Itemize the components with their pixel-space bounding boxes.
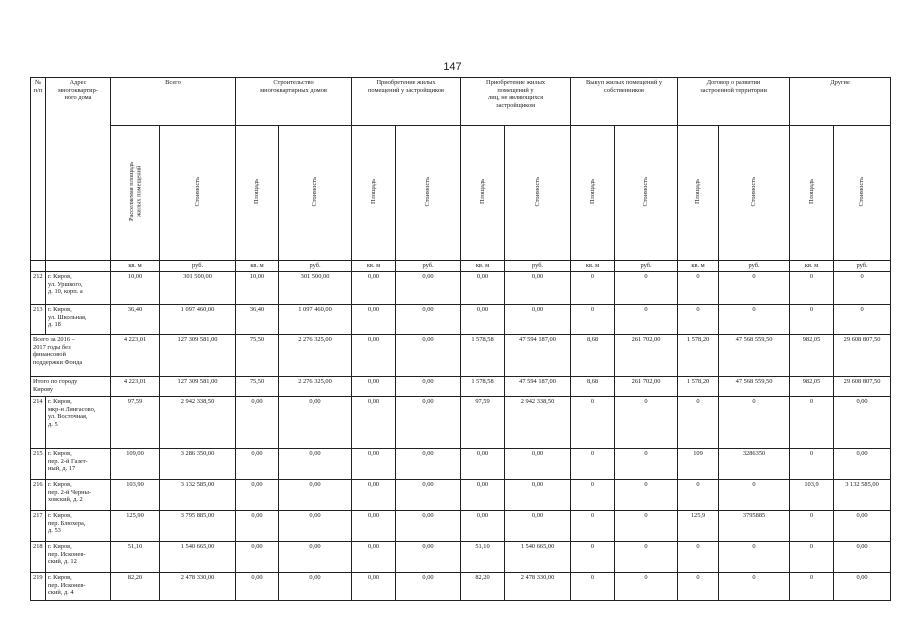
value-cell: 0,00 bbox=[352, 542, 396, 573]
value-cell: 47 568 559,50 bbox=[719, 335, 790, 377]
table-row bbox=[31, 272, 891, 305]
group-header-row bbox=[31, 78, 891, 126]
subheader-cell: Площадь bbox=[352, 126, 396, 261]
value-cell: 3 132 585,00 bbox=[160, 480, 236, 511]
row-address: г. Киров, пер. 2-й Черны- ховский, д. 2 bbox=[46, 480, 111, 511]
value-cell: 0,00 bbox=[834, 573, 891, 601]
value-cell: 103,90 bbox=[111, 480, 160, 511]
value-cell: 36,40 bbox=[111, 305, 160, 335]
value-cell: 0 bbox=[719, 480, 790, 511]
value-cell: 51,10 bbox=[461, 542, 505, 573]
value-cell: 109 bbox=[678, 449, 719, 480]
value-cell: 4 223,01 bbox=[111, 335, 160, 377]
value-cell: 0 bbox=[678, 397, 719, 449]
value-cell: 0,00 bbox=[352, 272, 396, 305]
value-cell: 0 bbox=[834, 272, 891, 305]
subheader-cell: Стоимость bbox=[160, 126, 236, 261]
value-cell: 982,05 bbox=[790, 377, 834, 397]
value-cell: 0,00 bbox=[834, 397, 891, 449]
value-cell: 0 bbox=[615, 272, 678, 305]
header-no: № п/п bbox=[31, 78, 46, 261]
value-cell: 0,00 bbox=[834, 542, 891, 573]
value-cell: 0 bbox=[790, 511, 834, 542]
value-cell: 0,00 bbox=[834, 511, 891, 542]
value-cell: 0,00 bbox=[396, 449, 461, 480]
unit-cell bbox=[46, 261, 111, 272]
row-address: Всего за 2016 – 2017 годы без финансовой поддержки Фонда bbox=[31, 335, 111, 377]
value-cell: 0 bbox=[571, 397, 615, 449]
summary-row bbox=[31, 335, 891, 377]
table-row bbox=[31, 480, 891, 511]
value-cell: 0,00 bbox=[396, 511, 461, 542]
value-cell: 301 500,00 bbox=[279, 272, 352, 305]
group-buyout-owners: Выкуп жилых помещений у собственников bbox=[571, 78, 678, 126]
value-cell: 1 097 460,00 bbox=[160, 305, 236, 335]
value-cell: 0,00 bbox=[236, 449, 279, 480]
group-other: Другие bbox=[790, 78, 891, 126]
value-cell: 51,10 bbox=[111, 542, 160, 573]
value-cell: 10,00 bbox=[236, 272, 279, 305]
value-cell: 2 478 330,00 bbox=[160, 573, 236, 601]
value-cell: 82,20 bbox=[461, 573, 505, 601]
row-number: 214 bbox=[31, 397, 46, 449]
value-cell: 261 702,00 bbox=[615, 377, 678, 397]
subheader-cell: Площадь bbox=[571, 126, 615, 261]
value-cell: 0 bbox=[615, 542, 678, 573]
subheader-cell: Стоимость bbox=[396, 126, 461, 261]
value-cell: 8,68 bbox=[571, 377, 615, 397]
value-cell: 0,00 bbox=[396, 377, 461, 397]
table-row bbox=[31, 449, 891, 480]
value-cell: 0 bbox=[834, 305, 891, 335]
value-cell: 82,20 bbox=[111, 573, 160, 601]
value-cell: 127 309 581,00 bbox=[160, 377, 236, 397]
value-cell: 0 bbox=[790, 305, 834, 335]
value-cell: 301 500,00 bbox=[160, 272, 236, 305]
value-cell: 0,00 bbox=[396, 573, 461, 601]
value-cell: 1 578,20 bbox=[678, 335, 719, 377]
value-cell: 0,00 bbox=[236, 573, 279, 601]
unit-cell bbox=[31, 261, 46, 272]
value-cell: 2 478 330,00 bbox=[505, 573, 571, 601]
row-number: 219 bbox=[31, 573, 46, 601]
table-row bbox=[31, 305, 891, 335]
value-cell: 125,9 bbox=[678, 511, 719, 542]
value-cell: 0 bbox=[678, 272, 719, 305]
value-cell: 261 702,00 bbox=[615, 335, 678, 377]
row-address: г. Киров, мкр-н Лянгасово, ул. Восточная, д. 5 bbox=[46, 397, 111, 449]
value-cell: 0,00 bbox=[505, 511, 571, 542]
unit-cell: руб. bbox=[834, 261, 891, 272]
value-cell: 2 276 325,00 bbox=[279, 335, 352, 377]
row-number: 218 bbox=[31, 542, 46, 573]
value-cell: 0 bbox=[719, 397, 790, 449]
subheader-cell: Площадь bbox=[678, 126, 719, 261]
value-cell: 1 540 665,00 bbox=[505, 542, 571, 573]
value-cell: 0,00 bbox=[505, 272, 571, 305]
subheader-cell: Площадь bbox=[236, 126, 279, 261]
value-cell: 0 bbox=[615, 397, 678, 449]
header-address: Адрес многоквартир- ного дома bbox=[46, 78, 111, 261]
row-number: 215 bbox=[31, 449, 46, 480]
unit-cell: кв. м bbox=[236, 261, 279, 272]
group-construction: Строительство многоквартирных домов bbox=[236, 78, 352, 126]
value-cell: 97,59 bbox=[111, 397, 160, 449]
subheader-cell: Стоимость bbox=[279, 126, 352, 261]
row-number: 212 bbox=[31, 272, 46, 305]
value-cell: 0 bbox=[790, 272, 834, 305]
subheader-cell: Расселяемая площадь жилых помещений bbox=[111, 126, 160, 261]
value-cell: 0 bbox=[678, 573, 719, 601]
subheader-cell: Площадь bbox=[461, 126, 505, 261]
value-cell: 4 223,01 bbox=[111, 377, 160, 397]
unit-cell: кв. м bbox=[111, 261, 160, 272]
value-cell: 0 bbox=[790, 397, 834, 449]
value-cell: 1 578,20 bbox=[678, 377, 719, 397]
value-cell: 0,00 bbox=[352, 449, 396, 480]
value-cell: 0,00 bbox=[396, 397, 461, 449]
value-cell: 0,00 bbox=[461, 511, 505, 542]
row-address: г. Киров, ул. Уршкого, д. 10, корп. а bbox=[46, 272, 111, 305]
unit-cell: кв. м bbox=[678, 261, 719, 272]
value-cell: 2 942 338,50 bbox=[505, 397, 571, 449]
table-body bbox=[31, 272, 891, 601]
row-address: г. Киров, пер. 2-й Газет- ный, д. 17 bbox=[46, 449, 111, 480]
value-cell: 0 bbox=[615, 480, 678, 511]
value-cell: 10,00 bbox=[111, 272, 160, 305]
value-cell: 0,00 bbox=[352, 377, 396, 397]
row-number: 217 bbox=[31, 511, 46, 542]
value-cell: 0,00 bbox=[396, 272, 461, 305]
value-cell: 29 608 807,50 bbox=[834, 377, 891, 397]
value-cell: 0 bbox=[571, 272, 615, 305]
unit-cell: руб. bbox=[160, 261, 236, 272]
unit-cell: кв. м bbox=[461, 261, 505, 272]
subheader-cell: Стоимость bbox=[719, 126, 790, 261]
value-cell: 0,00 bbox=[505, 480, 571, 511]
value-cell: 0 bbox=[571, 511, 615, 542]
group-purchase-developers: Приобретение жилых помещений у застройщиков bbox=[352, 78, 461, 126]
value-cell: 0,00 bbox=[461, 480, 505, 511]
value-cell: 0 bbox=[678, 542, 719, 573]
unit-cell: руб. bbox=[719, 261, 790, 272]
value-cell: 8,68 bbox=[571, 335, 615, 377]
value-cell: 0,00 bbox=[396, 480, 461, 511]
row-address: г. Киров, пер. Блюхера, д. 53 bbox=[46, 511, 111, 542]
value-cell: 0,00 bbox=[279, 397, 352, 449]
value-cell: 0,00 bbox=[461, 272, 505, 305]
unit-cell: руб. bbox=[615, 261, 678, 272]
value-cell: 3795885 bbox=[719, 511, 790, 542]
unit-cell: руб. bbox=[279, 261, 352, 272]
value-cell: 0,00 bbox=[396, 335, 461, 377]
value-cell: 0,00 bbox=[279, 573, 352, 601]
value-cell: 47 568 559,50 bbox=[719, 377, 790, 397]
subheader-cell: Стоимость bbox=[834, 126, 891, 261]
value-cell: 0 bbox=[615, 305, 678, 335]
value-cell: 0,00 bbox=[461, 305, 505, 335]
value-cell: 0,00 bbox=[279, 511, 352, 542]
value-cell: 0,00 bbox=[236, 397, 279, 449]
value-cell: 1 097 460,00 bbox=[279, 305, 352, 335]
value-cell: 103,9 bbox=[790, 480, 834, 511]
value-cell: 1 578,58 bbox=[461, 377, 505, 397]
group-total: Всего bbox=[111, 78, 236, 126]
value-cell: 0,00 bbox=[834, 449, 891, 480]
value-cell: 0 bbox=[719, 542, 790, 573]
value-cell: 0,00 bbox=[352, 480, 396, 511]
value-cell: 982,05 bbox=[790, 335, 834, 377]
value-cell: 0,00 bbox=[461, 449, 505, 480]
value-cell: 3 286 350,00 bbox=[160, 449, 236, 480]
value-cell: 125,90 bbox=[111, 511, 160, 542]
subheader-cell: Площадь bbox=[790, 126, 834, 261]
value-cell: 0,00 bbox=[396, 305, 461, 335]
value-cell: 109,00 bbox=[111, 449, 160, 480]
unit-cell: руб. bbox=[396, 261, 461, 272]
value-cell: 0,00 bbox=[352, 305, 396, 335]
value-cell: 0 bbox=[571, 542, 615, 573]
value-cell: 0,00 bbox=[505, 305, 571, 335]
value-cell: 75,50 bbox=[236, 335, 279, 377]
value-cell: 0 bbox=[790, 573, 834, 601]
value-cell: 0,00 bbox=[279, 480, 352, 511]
subheader-row bbox=[31, 126, 891, 261]
value-cell: 0 bbox=[678, 480, 719, 511]
value-cell: 0,00 bbox=[505, 449, 571, 480]
value-cell: 47 594 187,00 bbox=[505, 335, 571, 377]
value-cell: 2 942 338,50 bbox=[160, 397, 236, 449]
value-cell: 0 bbox=[571, 573, 615, 601]
row-address: Итого по городу Кирову bbox=[31, 377, 111, 397]
value-cell: 0 bbox=[678, 305, 719, 335]
row-number: 213 bbox=[31, 305, 46, 335]
value-cell: 0,00 bbox=[352, 511, 396, 542]
value-cell: 3286350 bbox=[719, 449, 790, 480]
table-row bbox=[31, 397, 891, 449]
units-row bbox=[31, 261, 891, 272]
value-cell: 0 bbox=[571, 480, 615, 511]
value-cell: 0,00 bbox=[352, 397, 396, 449]
value-cell: 75,50 bbox=[236, 377, 279, 397]
value-cell: 0 bbox=[719, 305, 790, 335]
value-cell: 0,00 bbox=[352, 573, 396, 601]
housing-resettlement-table bbox=[30, 77, 891, 601]
value-cell: 0,00 bbox=[396, 542, 461, 573]
value-cell: 0 bbox=[790, 542, 834, 573]
value-cell: 0 bbox=[615, 449, 678, 480]
row-address: г. Киров, пер. Исконев- ский, д. 4 bbox=[46, 573, 111, 601]
value-cell: 47 594 187,00 bbox=[505, 377, 571, 397]
value-cell: 0 bbox=[790, 449, 834, 480]
table-row bbox=[31, 573, 891, 601]
row-address: г. Киров, пер. Исконев- ский, д. 12 bbox=[46, 542, 111, 573]
summary-row bbox=[31, 377, 891, 397]
value-cell: 97,59 bbox=[461, 397, 505, 449]
table-row bbox=[31, 511, 891, 542]
value-cell: 0,00 bbox=[236, 480, 279, 511]
value-cell: 3 132 585,00 bbox=[834, 480, 891, 511]
value-cell: 1 578,58 bbox=[461, 335, 505, 377]
value-cell: 0,00 bbox=[279, 542, 352, 573]
value-cell: 0 bbox=[571, 305, 615, 335]
value-cell: 36,40 bbox=[236, 305, 279, 335]
value-cell: 0 bbox=[719, 573, 790, 601]
subheader-cell: Стоимость bbox=[615, 126, 678, 261]
value-cell: 0 bbox=[615, 573, 678, 601]
row-address: г. Киров, ул. Школьная, д. 18 bbox=[46, 305, 111, 335]
value-cell: 0 bbox=[719, 272, 790, 305]
value-cell: 1 540 665,00 bbox=[160, 542, 236, 573]
value-cell: 0 bbox=[571, 449, 615, 480]
value-cell: 127 309 581,00 bbox=[160, 335, 236, 377]
value-cell: 0,00 bbox=[236, 542, 279, 573]
value-cell: 2 276 325,00 bbox=[279, 377, 352, 397]
unit-cell: кв. м bbox=[790, 261, 834, 272]
unit-cell: руб. bbox=[505, 261, 571, 272]
value-cell: 0,00 bbox=[352, 335, 396, 377]
value-cell: 0,00 bbox=[236, 511, 279, 542]
subheader-cell: Стоимость bbox=[505, 126, 571, 261]
group-territory-agreement: Договор о развитии застроенной территории bbox=[678, 78, 790, 126]
value-cell: 0 bbox=[615, 511, 678, 542]
unit-cell: кв. м bbox=[571, 261, 615, 272]
value-cell: 3 795 885,00 bbox=[160, 511, 236, 542]
page-number: 147 bbox=[443, 61, 462, 73]
row-number: 216 bbox=[31, 480, 46, 511]
table-row bbox=[31, 542, 891, 573]
group-purchase-non-developers: Приобретение жилых помещений у лиц, не являющихся застройщиком bbox=[461, 78, 571, 126]
value-cell: 0,00 bbox=[279, 449, 352, 480]
unit-cell: кв. м bbox=[352, 261, 396, 272]
value-cell: 29 608 807,50 bbox=[834, 335, 891, 377]
